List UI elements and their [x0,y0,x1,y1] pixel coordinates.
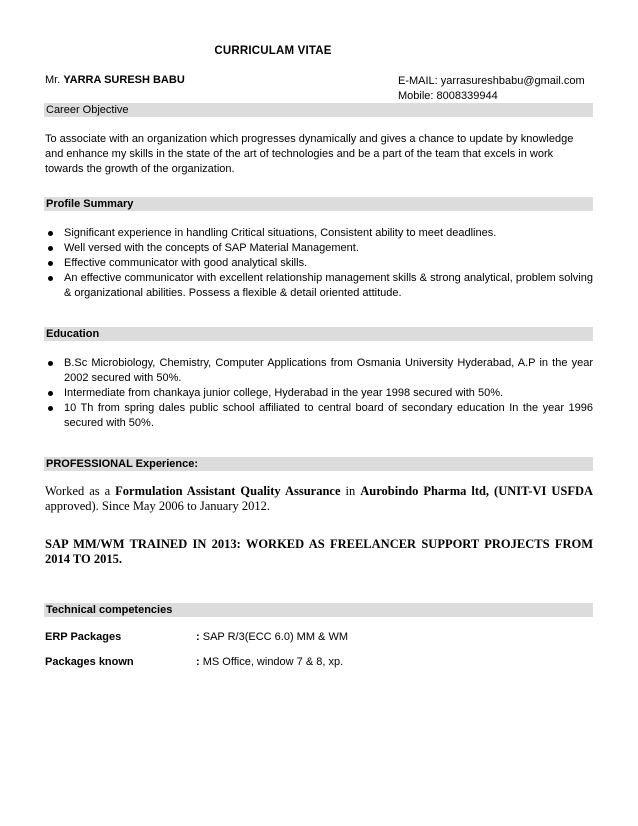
training-text: SAP MM/WM TRAINED IN 2013: WORKED AS FREELANCER SUPPORT PROJECTS FROM 2014 TO 2015. [45,537,593,566]
list-item: Well versed with the concepts of SAP Material Management. [45,241,593,256]
list-item: Significant experience in handling Critical situations, Consistent ability to meet deadlines. [45,226,593,241]
list-item: 10 Th from spring dales public school affiliated to central board of secondary education In the year 1996 secured with 50%. [45,401,593,431]
document-title: CURRICULAM VITAE [214,45,332,57]
competency-value: MS Office, window 7 & 8, xp. [199,656,344,668]
education-list [45,356,593,431]
name-prefix: Mr. [45,74,61,86]
profile-summary-list [45,226,593,301]
list-item: B.Sc Microbiology, Chemistry, Computer Applications from Osmania University Hyderabad, A.P in the year 2002 secured with 50%. [45,356,593,386]
experience-part1: Worked as a [45,484,116,498]
education-heading: Education [44,327,593,341]
list-item: Effective communicator with good analytical skills. [45,256,593,271]
experience-company: Aurobindo Pharma ltd, (UNIT-VI USFDA [360,484,594,498]
candidate-name [45,74,185,86]
career-objective-heading: Career Objective [44,103,593,117]
experience-role: Formulation Assistant Quality Assurance [115,484,341,498]
competency-label: Packages known [45,656,134,668]
competency-separator: : [196,656,200,668]
career-objective-text: To associate with an organization which progresses dynamically and gives a chance to update by knowledge and enhance my skills in the state of the art of technologies and be a part of the team that excels in work towards the growth of the organization. [45,133,574,175]
name-text: YARRA SURESH BABU [63,74,185,86]
experience-part2: in [340,484,361,498]
email-text: E-MAIL: yarrasureshbabu@gmail.com [398,75,585,87]
technical-heading: Technical competencies [44,603,593,617]
contact-block [398,74,585,104]
competency-separator: : [196,631,200,643]
professional-heading: PROFESSIONAL Experience: [44,457,593,471]
list-item: Intermediate from chankaya junior college, Hyderabad in the year 1998 secured with 50%. [45,386,593,401]
list-item: An effective communicator with excellent relationship management skills & strong analytical, problem solving & organizational abilities. Possess a flexible & detail oriented attitude. [45,271,593,301]
profile-summary-heading: Profile Summary [44,197,593,211]
experience-text [45,484,593,514]
competency-row-erp [45,631,348,643]
competency-value: SAP R/3(ECC 6.0) MM & WM [199,631,348,643]
mobile-text: Mobile: 8008339944 [398,90,498,102]
experience-part3: approved). Since May 2006 to January 2012. [45,499,270,513]
competency-label: ERP Packages [45,631,122,643]
competency-row-packages [45,656,343,668]
